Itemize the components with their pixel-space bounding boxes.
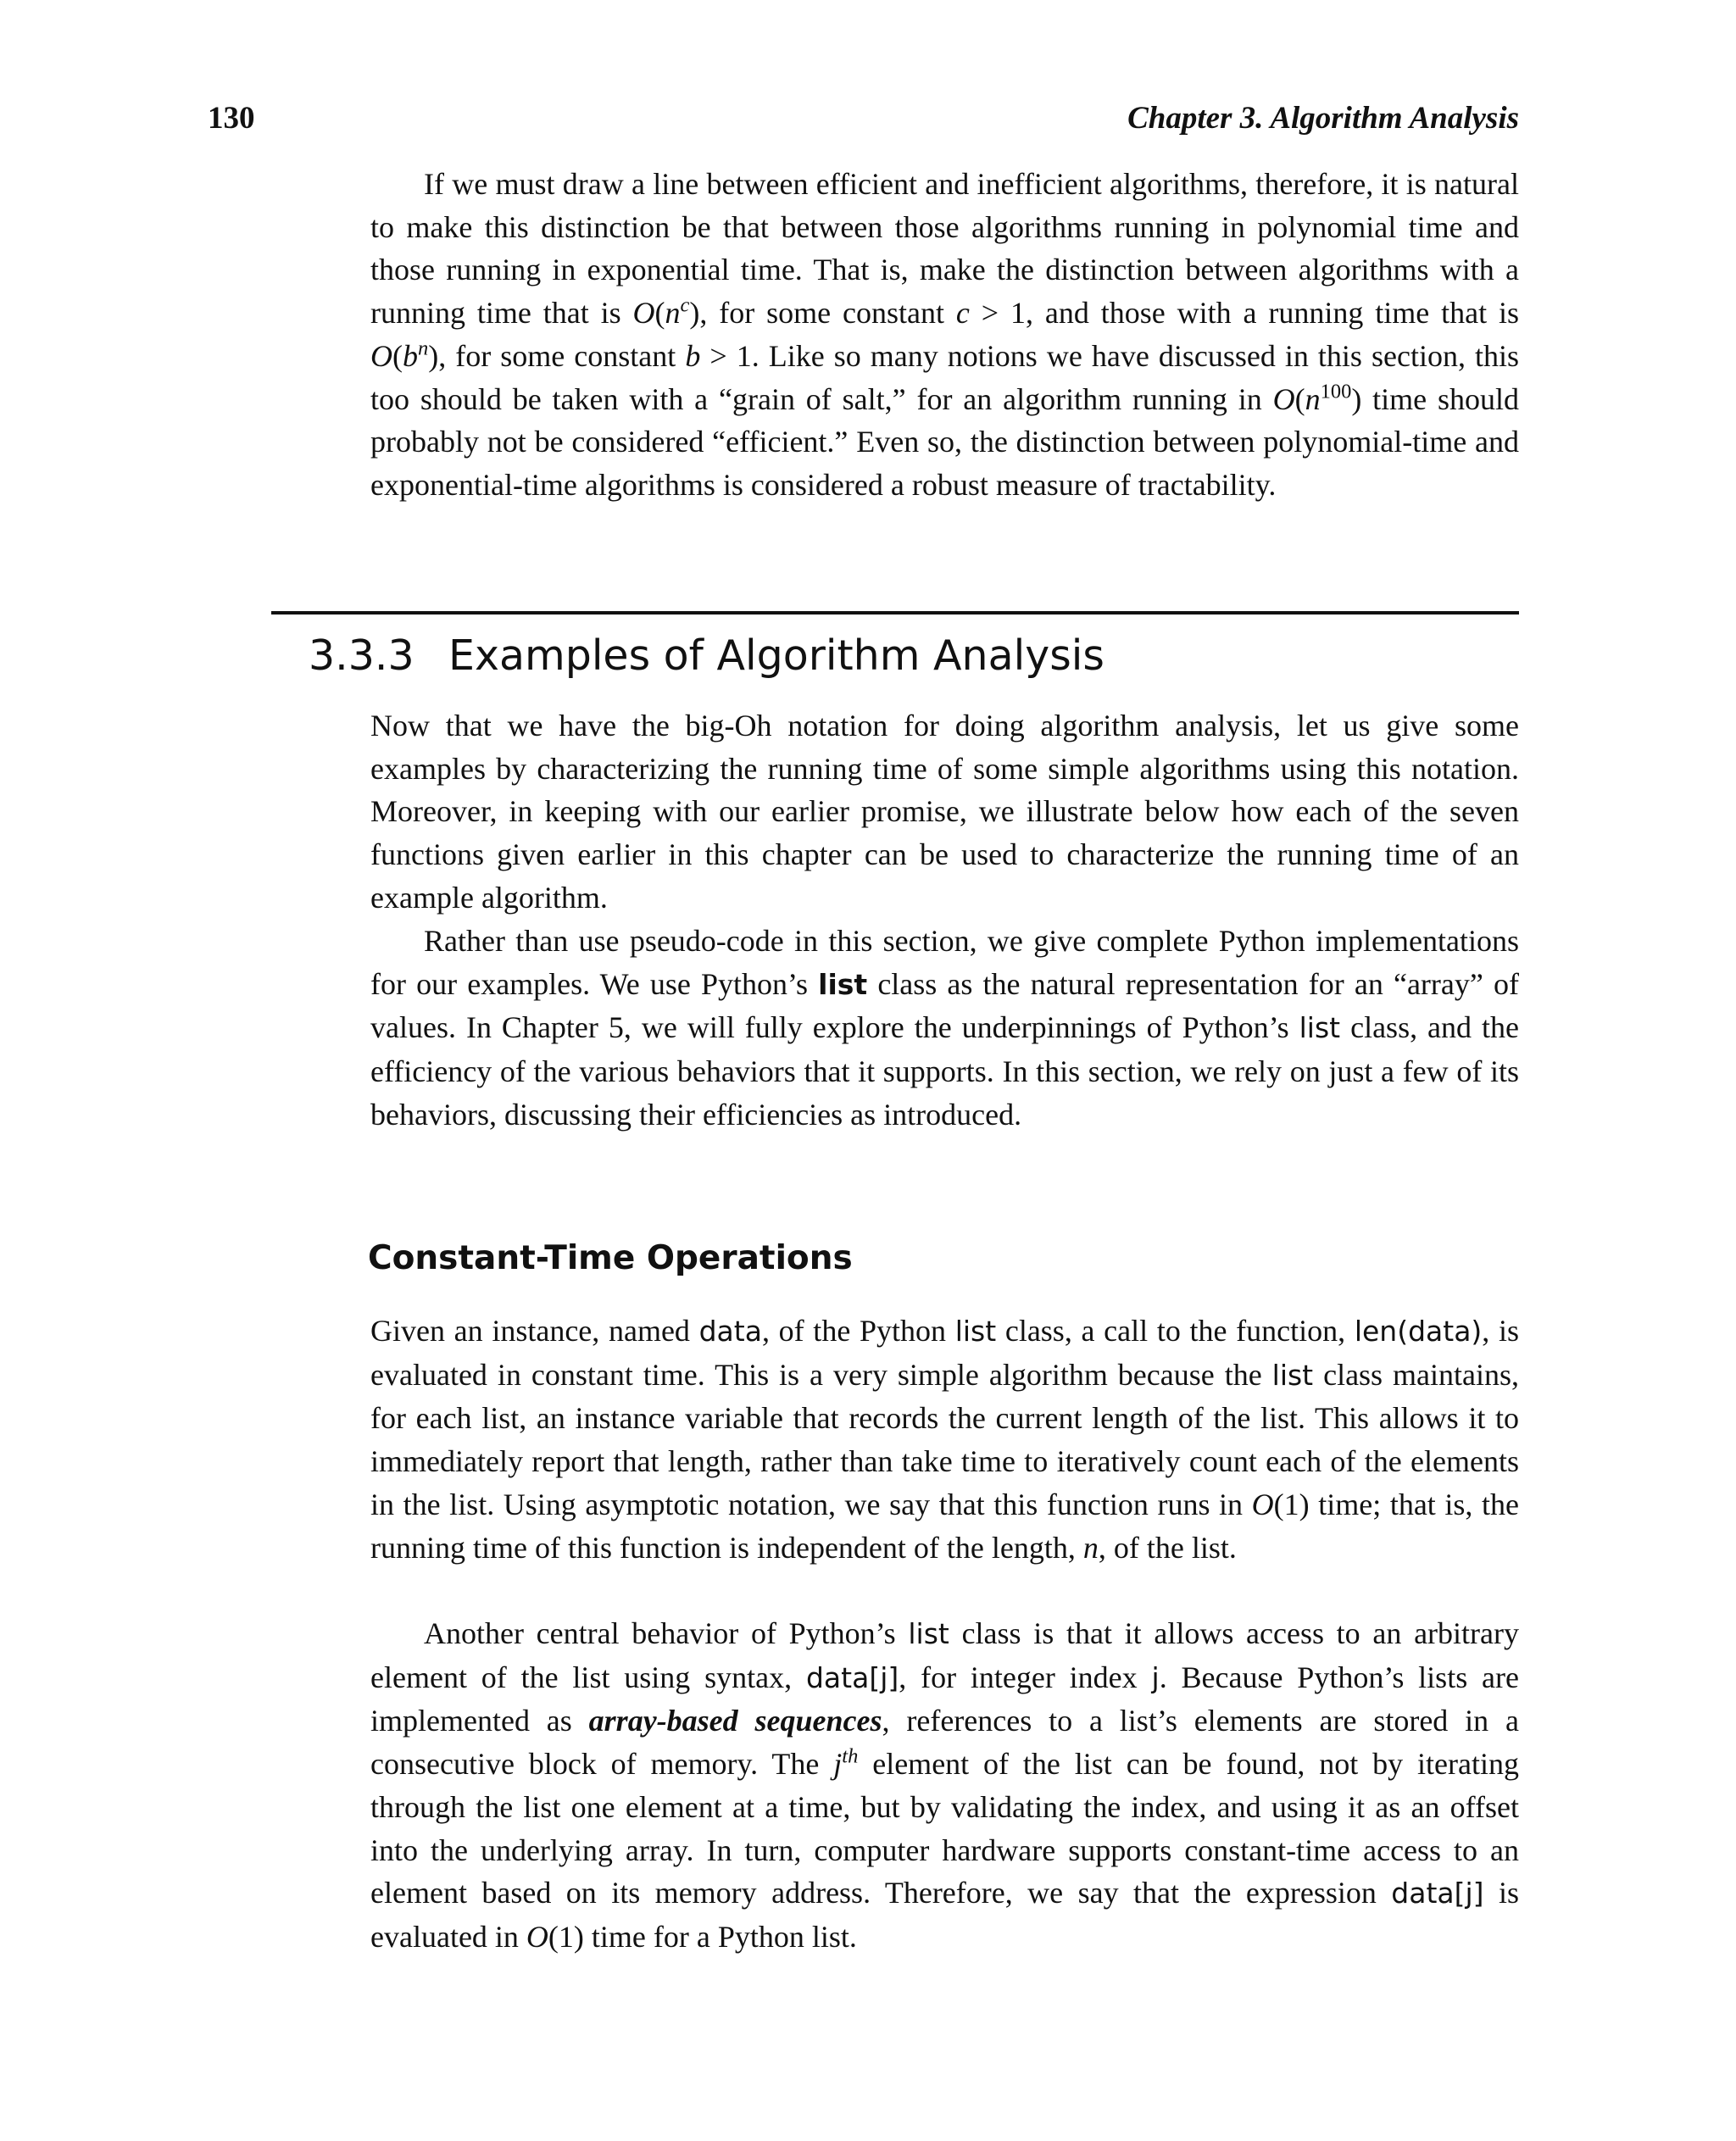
section-rule	[271, 611, 1519, 614]
paragraph-indexing: Another central behavior of Python’s list class is that it allows access to an arbitrary element of the list using syntax, data[j], for integer index j. Because Python’s lists are implemented as array-based sequences, references to a list’s elements are stored in a consecutive block of memory. The $j^{th}$ element of the list can be found, not by iterating through the list one element at a time, but by validating the index, and using it as an offset into the underlying array. In turn, computer hardware supports constant-time access to an element based on its memory address. Therefore, we say that the expression data[j] is evaluated in O(1) time for a Python list.	[370, 1616, 1520, 1954]
paragraph-tractability: If we must draw a line between efficient and inefficient algorithms, therefore, it is natural to make this distinction be that between those algorithms running in polynomial time and those running in exponential time. That is, make the distinction between algorithms with a running time that is $O(n^c)$, for some constant c > 1, and those with a running time that is $O(b^n)$, for some constant b > 1. Like so many notions we have discussed in this section, this too should be taken with a “grain of salt,” for an algorithm running in $O(n^{100})$ time should probably not be considered “efficient.” Even so, the distinction between polynomial-time and exponential-time algorithms is considered a robust measure of tractability.	[370, 167, 1520, 502]
paragraph-len: Given an instance, named data, of the Python list class, a call to the function, len(data), is evaluated in constant time. This is a very simple algorithm because the list class maintains, for each list, an instance variable that records the current length of the list. This allows it to immediately report that length, rather than take time to iteratively count each of the elements in the list. Using asymptotic notation, we say that this function runs in O(1) time; that is, the running time of this function is independent of the length, n, of the list.	[370, 1314, 1520, 1565]
subsection-heading: Constant-Time Operations	[368, 1239, 853, 1277]
paragraph-intro: Now that we have the big-Oh notation for doing algorithm analysis, let us give some examples by characterizing the running time of some simple algorithms using this notation. Moreover, in keeping with our earlier promise, we illustrate below how each of the seven functions given earlier in this chapter can be used to characterize the running time of an example algorithm.	[370, 709, 1519, 915]
emphasis-array-based-sequences: array-based sequences	[588, 1704, 882, 1738]
section-title: Examples of Algorithm Analysis	[448, 631, 1104, 680]
section-heading	[309, 626, 1104, 687]
paragraph-python-list: Rather than use pseudo-code in this section, we give complete Python implementations for our examples. We use Python’s list class as the natural representation for an “array” of values. In Chapter 5, we will fully explore the underpinnings of Python’s list class, and the efficiency of the various behaviors that it supports. In this section, we rely on just a few of its behaviors, discussing their efficiencies as introduced.	[370, 924, 1519, 1132]
section-number: 3.3.3	[309, 631, 415, 680]
running-title: Chapter 3. Algorithm Analysis	[1127, 101, 1519, 136]
running-header	[208, 100, 1519, 142]
page-number: 130	[208, 101, 255, 136]
